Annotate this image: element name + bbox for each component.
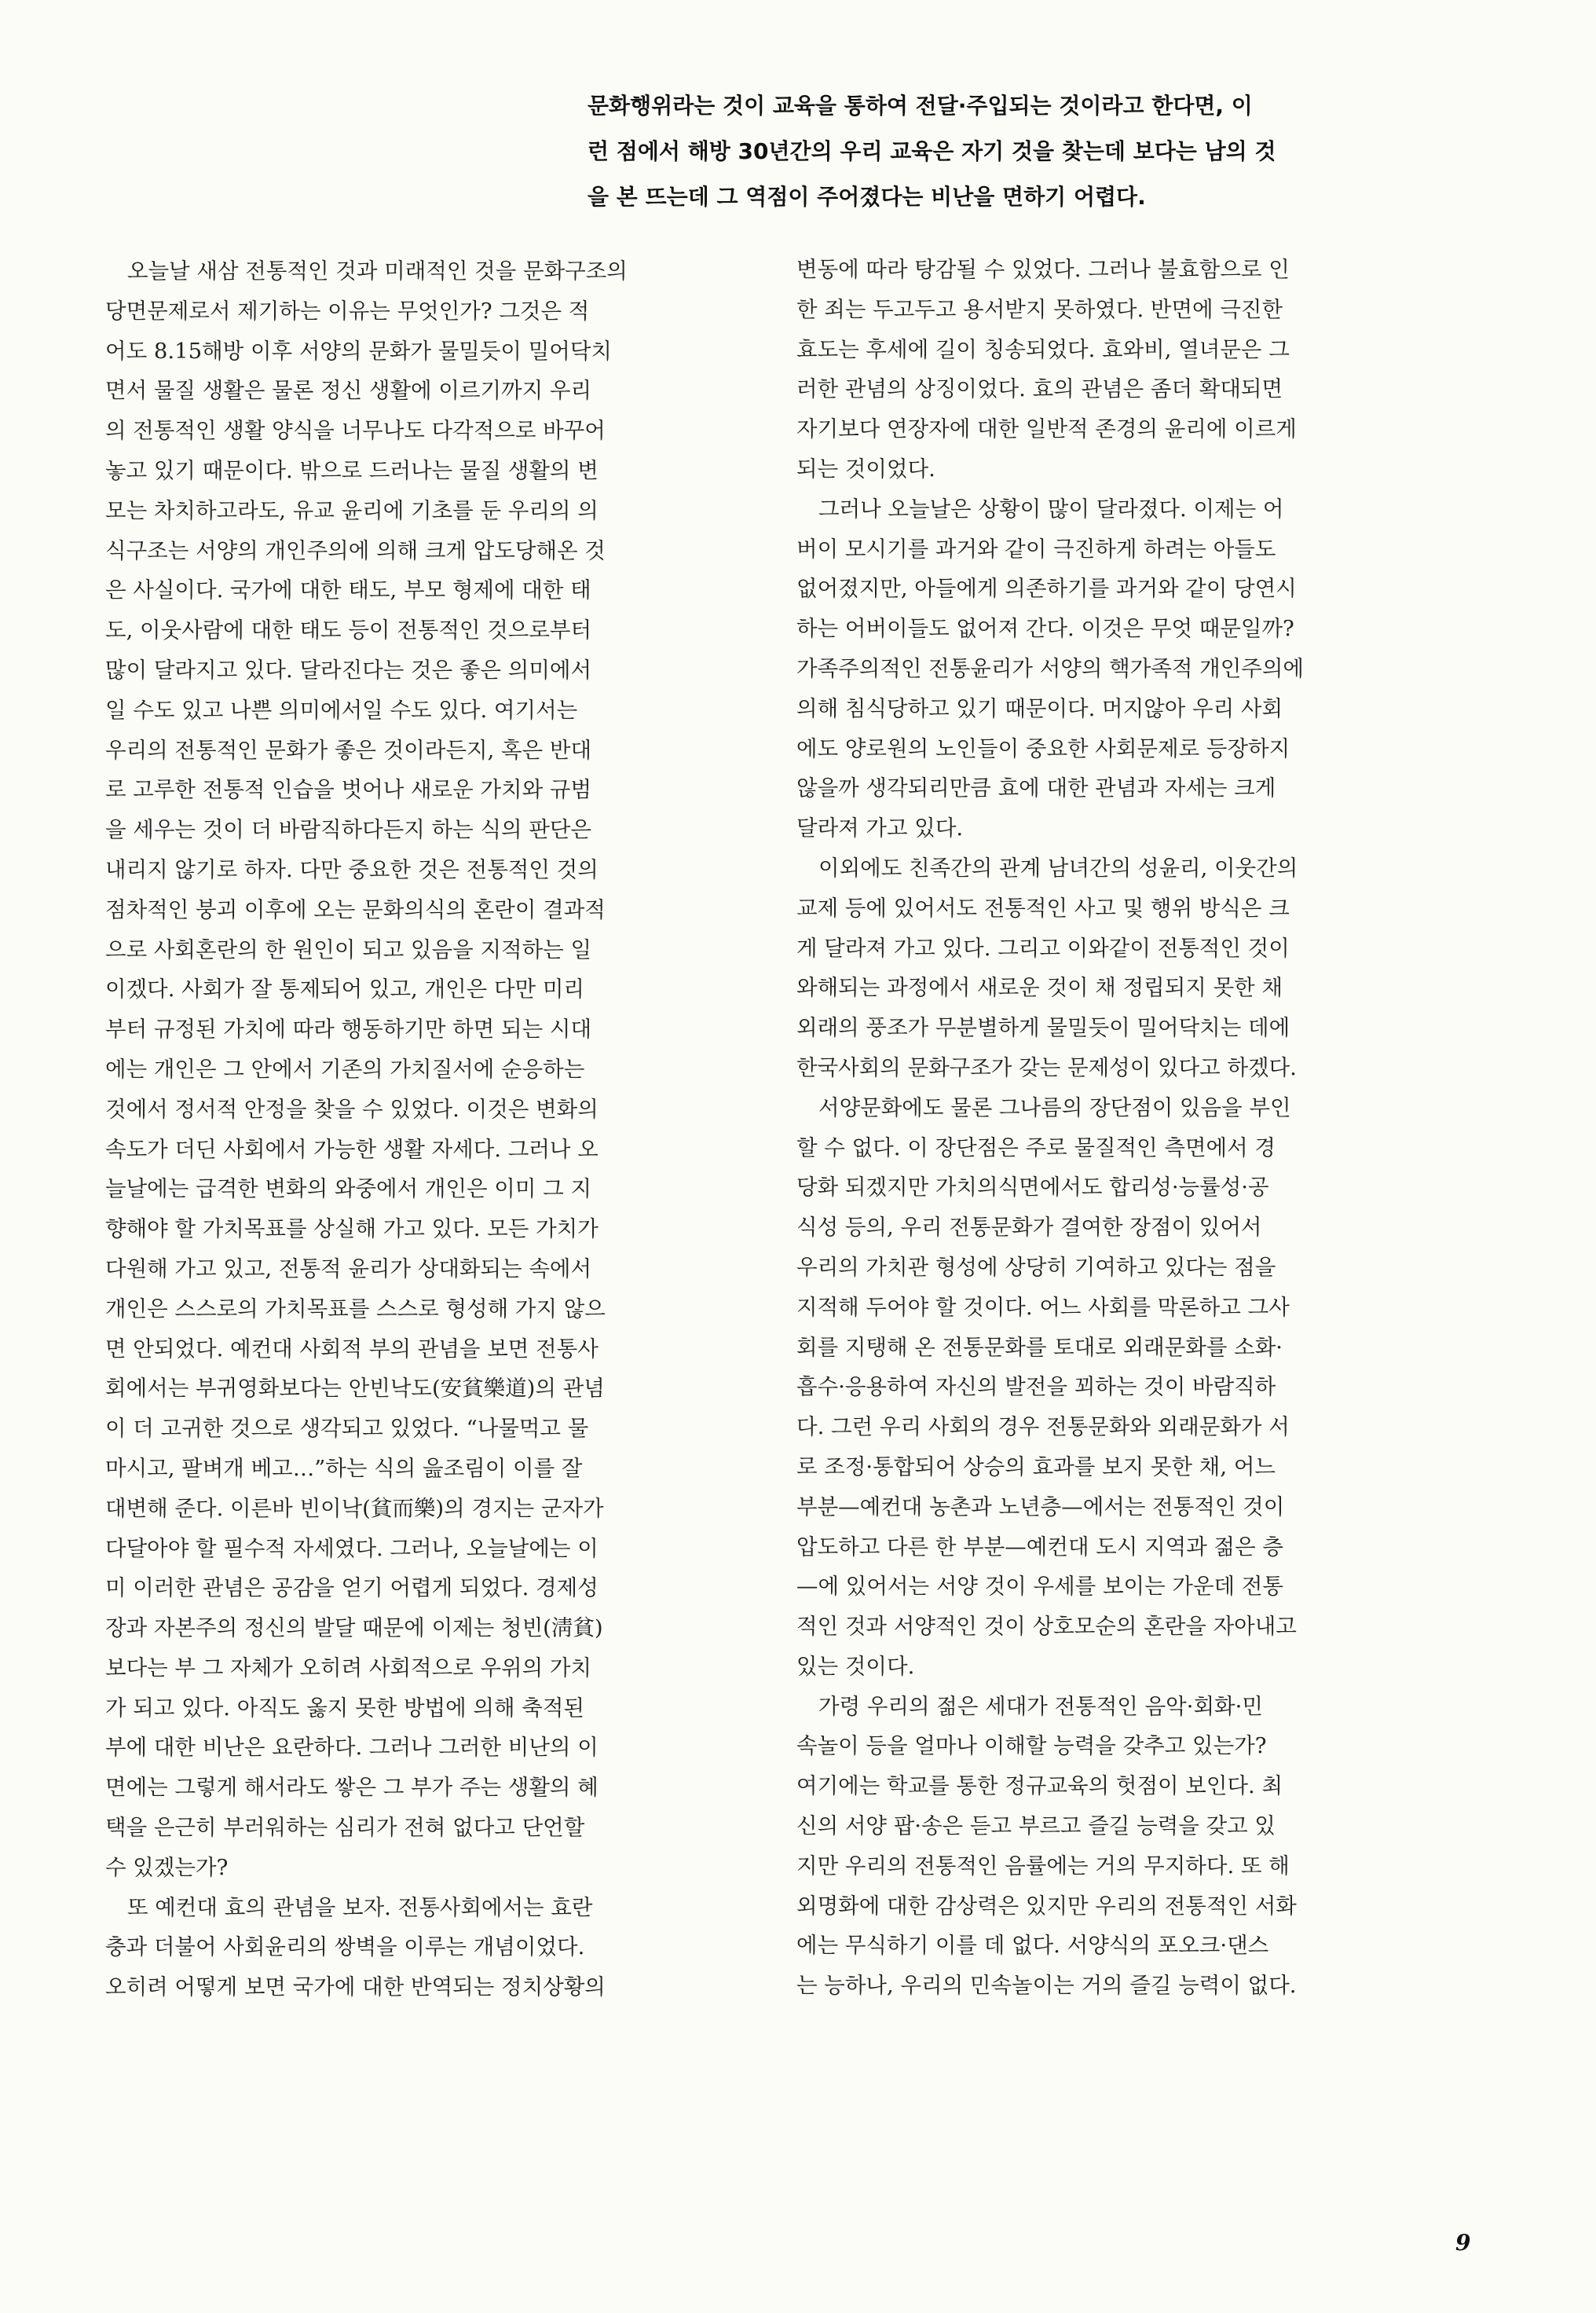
text-line: 보다는 부 그 자체가 오히려 사회적으로 우위의 가치: [105, 1655, 592, 1681]
text-line: 장과 자본주의 정신의 발달 때문에 이제는 청빈(淸貧): [105, 1615, 603, 1641]
text-line: 이외에도 친족간의 관계 남녀간의 성윤리, 이웃간의: [818, 855, 1298, 881]
text-line: 향해야 할 가치목표를 상실해 가고 있다. 모든 가치가: [105, 1216, 598, 1242]
text-line: 외래의 풍조가 무분별하게 물밀듯이 밀어닥치는 데에: [796, 1015, 1290, 1041]
text-line: 이겠다. 사회가 잘 통제되어 있고, 개인은 다만 미리: [105, 977, 584, 1003]
text-line: 압도하고 다른 한 부분—예컨대 도시 지역과 젊은 층: [796, 1534, 1283, 1560]
text-line: 택을 은근히 부러워하는 심리가 전혀 없다고 단언할: [105, 1815, 585, 1841]
page-number: 9: [1455, 2230, 1471, 2256]
text-line: 에도 양로원의 노인들이 중요한 사회문제로 등장하지: [796, 735, 1290, 761]
text-line: 는 능하나, 우리의 민속놀이는 거의 즐길 능력이 없다.: [796, 1973, 1297, 1999]
text-line: 한 죄는 두고두고 용서받지 못하였다. 반면에 극진한: [796, 296, 1283, 322]
text-line: 에는 무식하기 이를 데 없다. 서양식의 포오크·댄스: [796, 1933, 1269, 1959]
text-line: 당면문제로서 제기하는 이유는 무엇인가? 그것은 적: [105, 298, 590, 324]
text-line: 내리지 않기로 하자. 다만 중요한 것은 전통적인 것의: [105, 856, 598, 882]
text-line: 신의 서양 팝·송은 듣고 부르고 즐길 능력을 갖고 있: [796, 1813, 1276, 1839]
text-line: 적인 것과 서양적인 것이 상호모순의 혼란을 자아내고: [796, 1614, 1297, 1640]
text-line: 달라져 가고 있다.: [796, 816, 964, 841]
text-line: 지적해 두어야 할 것이다. 어느 사회를 막론하고 그사: [796, 1294, 1290, 1320]
text-line: 개인은 스스로의 가치목표를 스스로 형성해 가지 않으: [105, 1296, 606, 1321]
text-line: 가령 우리의 젊은 세대가 전통적인 음악·회화·민: [818, 1693, 1263, 1719]
text-line: —에 있어서는 서양 것이 우세를 보이는 가운데 전통: [796, 1574, 1283, 1600]
text-line: 여기에는 학교를 통한 정규교육의 헛점이 보인다. 최: [796, 1773, 1283, 1799]
text-line: 면에는 그렇게 해서라도 쌓은 그 부가 주는 생활의 혜: [105, 1775, 598, 1801]
text-line: 할 수 없다. 이 장단점은 주로 물질적인 측면에서 경: [796, 1135, 1276, 1160]
text-line: 부터 규정된 가치에 따라 행동하기만 하면 되는 시대: [105, 1017, 592, 1043]
text-line: 게 달라져 가고 있다. 그리고 이와같이 전통적인 것이: [796, 935, 1290, 961]
text-line: 로 고루한 전통적 인습을 벗어나 새로운 가치와 규범: [105, 777, 592, 803]
text-line: 의해 침식당하고 있기 때문이다. 머지않아 우리 사회: [796, 695, 1283, 721]
text-line: 가 되고 있다. 아직도 옳지 못한 방법에 의해 축적된: [105, 1695, 584, 1721]
pull-quote-line: 을 본 뜨는데 그 역점이 주어졌다는 비난을 면하기 어렵다.: [588, 184, 1146, 210]
text-line: 많이 달라지고 있다. 달라진다는 것은 좋은 의미에서: [105, 657, 592, 683]
text-line: 식성 등의, 우리 전통문화가 결여한 장점이 있어서: [796, 1215, 1262, 1241]
text-line: 일 수도 있고 나쁜 의미에서일 수도 있다. 여기서는: [105, 697, 578, 723]
text-line: 우리의 가치관 형성에 상당히 기여하고 있다는 점을: [796, 1254, 1276, 1280]
text-line: 자기보다 연장자에 대한 일반적 존경의 윤리에 이르게: [796, 416, 1297, 442]
text-line: 도, 이웃사람에 대한 태도 등이 전통적인 것으로부터: [105, 618, 592, 643]
text-line: 부분—예컨대 농촌과 노년층—에서는 전통적인 것이: [796, 1494, 1285, 1519]
left-column: [105, 251, 814, 2007]
text-line: 놓고 있기 때문이다. 밖으로 드러나는 물질 생활의 변: [105, 457, 598, 483]
text-line: 서양문화에도 물론 그나름의 장단점이 있음을 부인: [818, 1094, 1291, 1120]
text-line: 교제 등에 있어서도 전통적인 사고 및 행위 방식은 크: [796, 895, 1290, 921]
text-line: 충과 더불어 사회윤리의 쌍벽을 이루는 개념이었다.: [105, 1934, 585, 1960]
text-line: 하는 어버이들도 없어져 간다. 이것은 무엇 때문일까?: [796, 616, 1294, 642]
text-line: 면 안되었다. 예컨대 사회적 부의 관념을 보면 전통사: [105, 1336, 598, 1362]
text-line: 속놀이 등을 얼마나 이해할 능력을 갖추고 있는가?: [796, 1733, 1267, 1759]
text-line: 되는 것이었다.: [796, 456, 935, 482]
text-line: 이 더 고귀한 것으로 생각되고 있었다. “나물먹고 물: [105, 1416, 589, 1442]
text-line: 은 사실이다. 국가에 대한 태도, 부모 형제에 대한 태: [105, 577, 591, 603]
text-line: 그러나 오늘날은 상황이 많이 달라졌다. 이제는 어: [818, 496, 1284, 522]
text-line: 늘날에는 급격한 변화의 와중에서 개인은 이미 그 지: [105, 1176, 592, 1202]
text-line: 으로 사회혼란의 한 원인이 되고 있음을 지적하는 일: [105, 937, 592, 962]
text-line: 있는 것이다.: [796, 1653, 915, 1679]
text-line: 로 조정·통합되어 상승의 효과를 보지 못한 채, 어느: [796, 1453, 1276, 1479]
text-line: 변동에 따라 탕감될 수 있었다. 그러나 불효함으로 인: [796, 257, 1290, 282]
text-line: 또 예컨대 효의 관념을 보자. 전통사회에서는 효란: [127, 1894, 593, 1920]
text-line: 버이 모시기를 과거와 같이 극진하게 하려는 아들도: [796, 536, 1276, 562]
pull-quote: [588, 83, 1491, 220]
text-line: 지만 우리의 전통적인 음률에는 거의 무지하다. 또 해: [796, 1853, 1290, 1879]
text-line: 면서 물질 생활은 물론 정신 생활에 이르기까지 우리: [105, 378, 592, 404]
text-line: 다원해 가고 있고, 전통적 윤리가 상대화되는 속에서: [105, 1255, 592, 1281]
text-line: 마시고, 팔벼개 베고…”하는 식의 읊조림이 이를 잘: [105, 1455, 583, 1481]
text-line: 회에서는 부귀영화보다는 안빈낙도(安貧樂道)의 관념: [105, 1376, 605, 1402]
text-line: 효도는 후세에 길이 칭송되었다. 효와비, 열녀문은 그: [796, 336, 1290, 362]
text-line: 부에 대한 비난은 요란하다. 그러나 그러한 비난의 이: [105, 1735, 598, 1761]
text-line: 않을까 생각되리만큼 효에 대한 관념과 자세는 크게: [796, 775, 1276, 801]
text-line: 회를 지탱해 온 전통문화를 토대로 외래문화를 소화·: [796, 1334, 1283, 1360]
text-line: 어도 8.15해방 이후 서양의 문화가 물밀듯이 밀어닥치: [105, 338, 612, 364]
right-column: [796, 250, 1505, 2006]
text-line: 수 있겠는가?: [105, 1854, 229, 1880]
text-line: 다. 그런 우리 사회의 경우 전통문화와 외래문화가 서: [796, 1414, 1290, 1440]
text-line: 것에서 정서적 안정을 찾을 수 있었다. 이것은 변화의: [105, 1096, 598, 1122]
text-line: 속도가 더딘 사회에서 가능한 생활 자세다. 그러나 오: [105, 1136, 598, 1162]
text-line: 을 세우는 것이 더 바람직하다든지 하는 식의 판단은: [105, 817, 592, 843]
pull-quote-line: 런 점에서 해방 30년간의 우리 교육은 자기 것을 찾는데 보다는 남의 것: [588, 138, 1276, 164]
text-line: 다달아야 할 필수적 자세였다. 그러나, 오늘날에는 이: [105, 1535, 598, 1561]
text-line: 와해되는 과정에서 새로운 것이 채 정립되지 못한 채: [796, 975, 1283, 1001]
text-line: 점차적인 붕괴 이후에 오는 문화의식의 혼란이 결과적: [105, 896, 606, 922]
text-line: 의 전통적인 생활 양식을 너무나도 다각적으로 바꾸어: [105, 418, 606, 444]
text-line: 우리의 전통적인 문화가 좋은 것이라든지, 혹은 반대: [105, 737, 592, 763]
pull-quote-line: 문화행위라는 것이 교육을 통하여 전달·주입되는 것이라고 한다면, 이: [588, 93, 1253, 119]
text-line: 흡수·응용하여 자신의 발전을 꾀하는 것이 바람직하: [796, 1374, 1276, 1400]
text-line: 당화 되겠지만 가치의식면에서도 합리성·능률성·공: [796, 1175, 1269, 1200]
text-line: 식구조는 서양의 개인주의에 의해 크게 압도당해온 것: [105, 537, 606, 563]
text-line: 러한 관념의 상징이었다. 효의 관념은 좀더 확대되면: [796, 376, 1283, 402]
text-line: 없어졌지만, 아들에게 의존하기를 과거와 같이 당연시: [796, 576, 1297, 602]
text-line: 모는 차치하고라도, 유교 윤리에 기초를 둔 우리의 의: [105, 497, 598, 523]
text-line: 외명화에 대한 감상력은 있지만 우리의 전통적인 서화: [796, 1893, 1297, 1919]
text-line: 대변해 준다. 이른바 빈이낙(貧而樂)의 경지는 군자가: [105, 1495, 604, 1521]
text-line: 오늘날 새삼 전통적인 것과 미래적인 것을 문화구조의: [127, 258, 628, 284]
text-line: 한국사회의 문화구조가 갖는 문제성이 있다고 하겠다.: [796, 1054, 1297, 1080]
text-line: 미 이러한 관념은 공감을 얻기 어렵게 되었다. 경제성: [105, 1575, 598, 1601]
text-line: 가족주의적인 전통윤리가 서양의 핵가족적 개인주의에: [796, 655, 1304, 681]
text-line: 에는 개인은 그 안에서 기존의 가치질서에 순응하는: [105, 1056, 585, 1082]
text-line: 오히려 어떻게 보면 국가에 대한 반역되는 정치상황의: [105, 1974, 606, 2000]
